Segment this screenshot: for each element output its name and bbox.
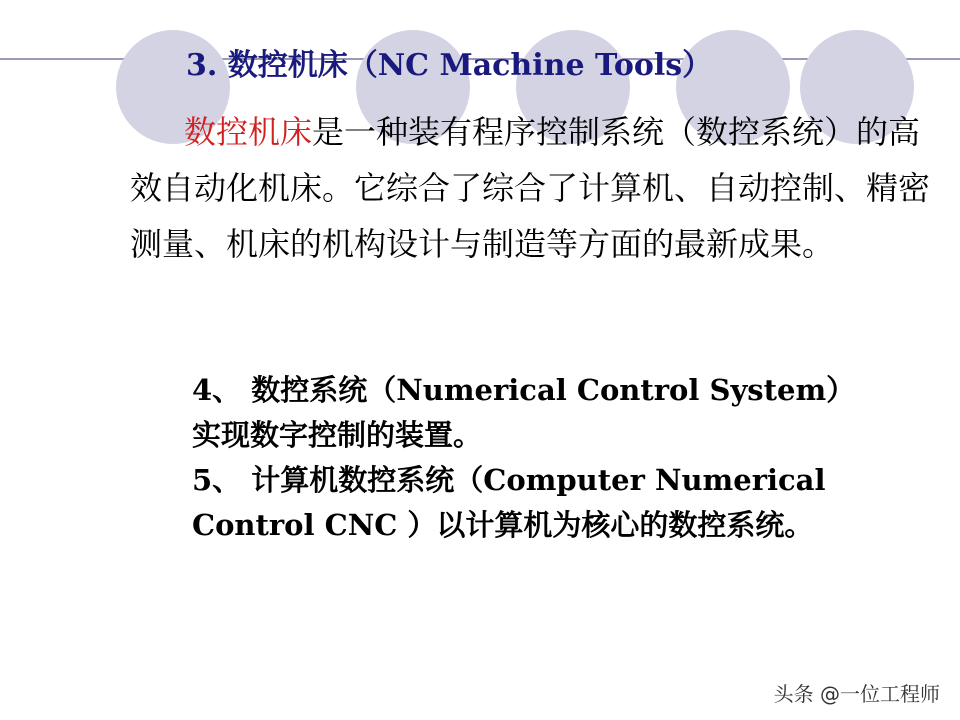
definition-line-1: 4、 数控系统（Numerical Control System） (192, 373, 856, 407)
definition-line-3: 5、 计算机数控系统（Computer Numerical (192, 463, 826, 497)
paragraph-text: 是一种装有程序控制系统（数控系统）的高效自动化机床。它综合了综合了计算机、自动控制、精密测量、机床的机构设计与制造等方面的最新成果。 (130, 113, 931, 263)
definition-line-4: Control CNC ）以计算机为核心的数控系统。 (192, 508, 814, 542)
definitions-block (192, 368, 932, 548)
highlighted-term: 数控机床 (184, 113, 313, 151)
watermark: 头条 @一位工程师 (773, 682, 940, 706)
slide-title: 3. 数控机床（NC Machine Tools） (186, 48, 713, 83)
definition-line-2: 实现数字控制的装置。 (192, 418, 483, 452)
main-paragraph (130, 104, 930, 272)
